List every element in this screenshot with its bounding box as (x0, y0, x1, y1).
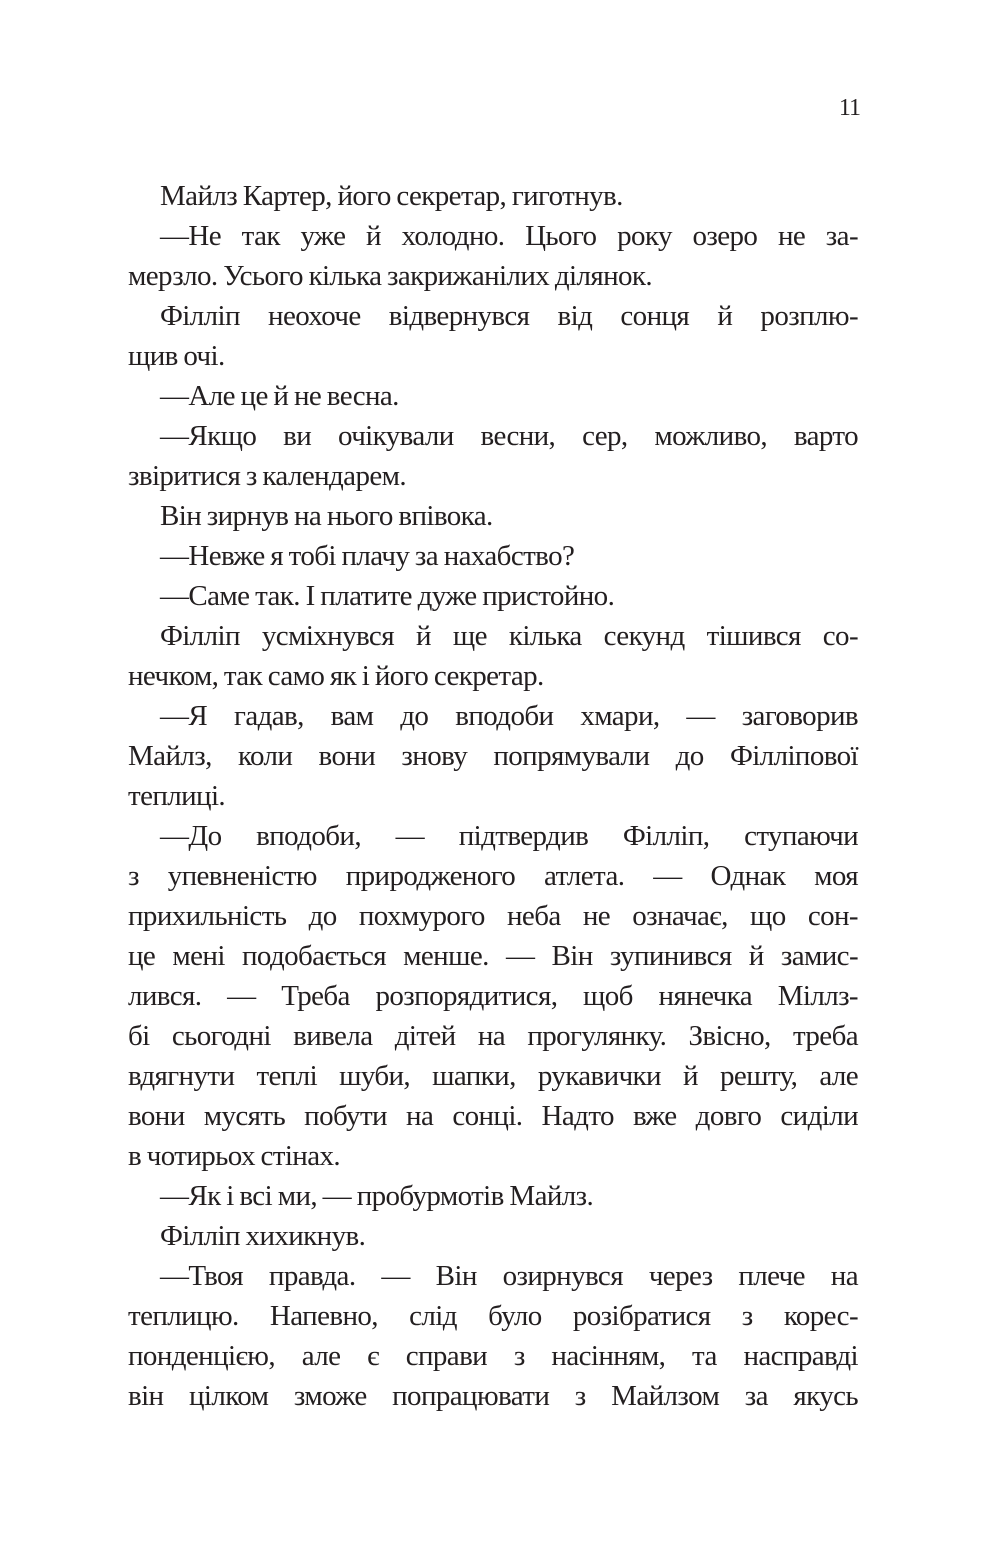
text-line: вдягнути теплі шуби, шапки, рукавички й решту, але (128, 1060, 858, 1092)
text-line: —Саме так. І платите дуже пристойно. (160, 580, 615, 612)
text-line: з упевненістю природженого атлета. — Однак моя (128, 860, 858, 892)
text-line: в чотирьох стінах. (128, 1140, 341, 1172)
body-text (128, 176, 858, 1416)
text-line: мерзло. Усього кілька закрижанілих ділянок. (128, 260, 653, 292)
text-line: —Невже я тобі плачу за нахабство? (160, 540, 575, 572)
text-line: Майлз Картер, його секретар, гиготнув. (160, 180, 623, 212)
text-line: —Не так уже й холодно. Цього року озеро не за- (160, 220, 858, 252)
text-line: Філліп хихикнув. (160, 1220, 366, 1252)
text-line: понденцією, але є справи з насінням, та насправді (128, 1340, 858, 1372)
text-line: —Як і всі ми, — пробурмотів Майлз. (160, 1180, 594, 1212)
text-line: —Але це й не весна. (160, 380, 399, 412)
text-line: нечком, так само як і його секретар. (128, 660, 544, 692)
text-line: —До вподоби, — підтвердив Філліп, ступаючи (160, 820, 858, 852)
text-line: щив очі. (128, 340, 225, 372)
text-line: звіритися з календарем. (128, 460, 407, 492)
page-number: 11 (838, 95, 860, 121)
text-line: вони мусять побути на сонці. Надто вже довго сиділи (128, 1100, 858, 1132)
text-line: Майлз, коли вони знову попрямували до Філліпової (128, 740, 858, 772)
text-line: теплицю. Напевно, слід було розібратися з корес- (128, 1300, 858, 1332)
text-line: це мені подобається менше. — Він зупинився й замис- (128, 940, 858, 972)
text-line: бі сьогодні вивела дітей на прогулянку. Звісно, треба (128, 1020, 858, 1052)
text-line: Філліп усміхнувся й ще кілька секунд тішився со- (160, 620, 858, 652)
text-line: —Твоя правда. — Він озирнувся через плече на (160, 1260, 858, 1292)
text-line: він цілком зможе попрацювати з Майлзом за якусь (128, 1380, 858, 1412)
text-line: Філліп неохоче відвернувся від сонця й розплю- (160, 300, 858, 332)
text-line: —Якщо ви очікували весни, сер, можливо, варто (160, 420, 858, 452)
text-line: теплиці. (128, 780, 226, 812)
text-line: прихильність до похмурого неба не означає, що сон- (128, 900, 858, 932)
text-line: —Я гадав, вам до вподоби хмари, — заговорив (160, 700, 858, 732)
text-line: Він зирнув на нього впівока. (160, 500, 493, 532)
text-line: лився. — Треба розпорядитися, щоб нянечка Міллз- (128, 980, 858, 1012)
